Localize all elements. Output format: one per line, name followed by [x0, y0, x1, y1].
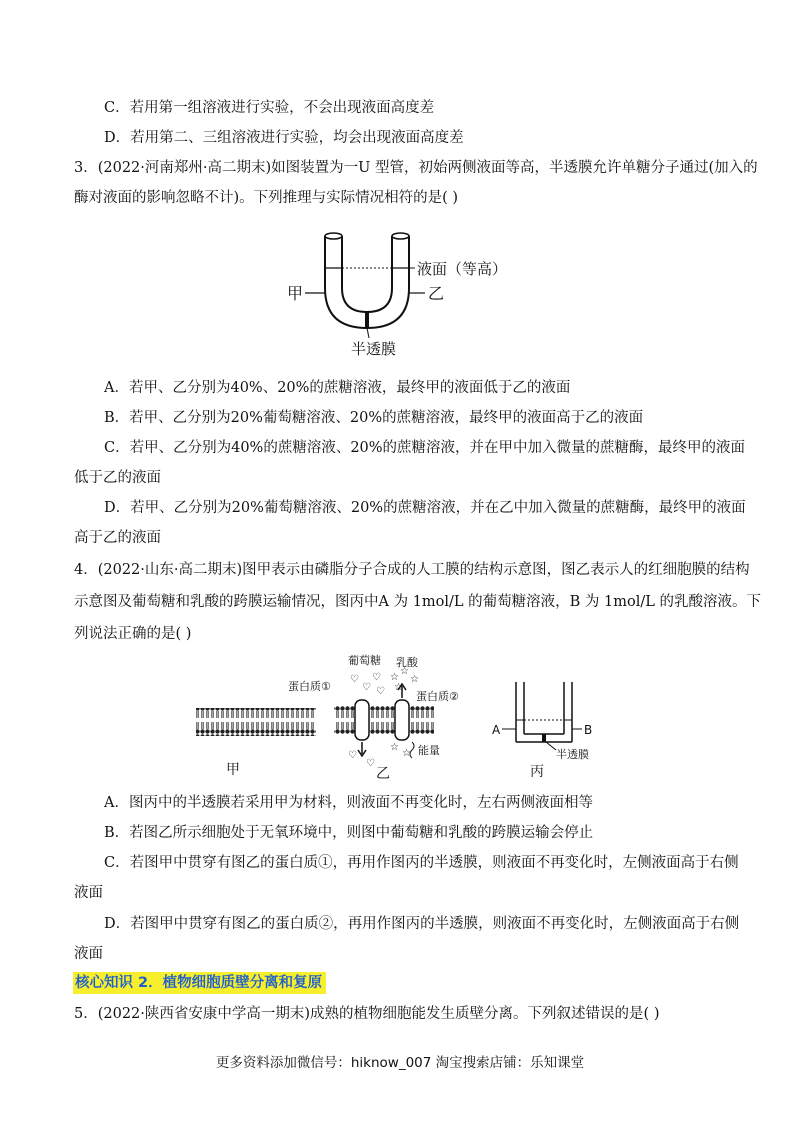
svg-text:☆: ☆: [390, 672, 399, 683]
svg-text:☆: ☆: [400, 666, 409, 677]
q4-option-c-cont: 液面: [74, 885, 103, 901]
q3-option-d: D．若甲、乙分别为20%葡萄糖溶液、20%的蔗糖溶液，并在乙中加入微量的蔗糖酶，最终甲的液面: [104, 500, 746, 516]
question-4-stem-cont: 示意图及葡萄糖和乳酸的跨膜运输情况，图丙中A 为 1mol/L 的葡萄糖溶液，B 为 1mol/L 的乳酸溶液。下: [74, 594, 761, 610]
fig2-label-protein1: 蛋白质①: [288, 680, 331, 693]
svg-text:♡: ♡: [376, 686, 385, 697]
page-footer: 更多资料添加微信号：hiknow_007 淘宝搜索店铺：乐知课堂: [215, 1055, 585, 1071]
svg-text:♡: ♡: [348, 750, 357, 761]
fig2-label-bing: 丙: [530, 764, 544, 780]
svg-text:♡: ♡: [372, 672, 381, 683]
u-tube-figure: [285, 228, 525, 358]
fig2-label-yi: 乙: [376, 766, 390, 780]
fig2-label-jia: 甲: [226, 762, 240, 778]
q4-option-b: B．若图乙所示细胞处于无氧环境中，则图中葡萄糖和乳酸的跨膜运输会停止: [104, 825, 594, 841]
q4-option-d: D．若图甲中贯穿有图乙的蛋白质②，再用作图丙的半透膜，则液面不再变化时，左侧液面高于右侧: [104, 916, 740, 932]
section-title: 核心知识 2．植物细胞质壁分离和复原: [73, 972, 326, 994]
question-4-stem: 4．(2022·山东·高二期末)图甲表示由磷脂分子合成的人工膜的结构示意图，图乙表示人的红细胞膜的结构: [74, 562, 750, 578]
q3-option-a: A．若甲、乙分别为40%、20%的蔗糖溶液，最终甲的液面低于乙的液面: [104, 380, 571, 396]
fig2-label-membrane: 半透膜: [556, 748, 589, 761]
svg-text:☆: ☆: [394, 682, 403, 693]
fig2-label-lactic: 乳酸: [396, 656, 418, 669]
q4-option-c: C．若图甲中贯穿有图乙的蛋白质①，再用作图丙的半透膜，则液面不再变化时，左侧液面高于右侧: [104, 855, 739, 871]
svg-text:☆: ☆: [390, 742, 399, 753]
fig2-label-b: B: [584, 723, 593, 737]
fig2-label-protein2: 蛋白质②: [416, 690, 459, 703]
protein-1-shape: [355, 700, 369, 740]
q3-option-c-cont: 低于乙的液面: [74, 470, 161, 486]
q3-option-b: B．若甲、乙分别为20%葡萄糖溶液、20%的蔗糖溶液，最终甲的液面高于乙的液面: [104, 410, 644, 426]
fig2-label-glucose: 葡萄糖: [348, 654, 381, 667]
q3-option-d-cont: 高于乙的液面: [74, 530, 161, 546]
fig1-label-jia: 甲: [287, 284, 304, 303]
option-c-prev: C．若用第一组溶液进行实验，不会出现液面高度差: [104, 100, 435, 116]
fig2-label-energy: 能量: [418, 744, 440, 757]
svg-text:☆: ☆: [402, 748, 411, 759]
svg-text:♡: ♡: [366, 758, 375, 769]
option-d-prev: D．若用第二、三组溶液进行实验，均会出现液面高度差: [104, 130, 464, 146]
artificial-bilayer: [196, 708, 316, 736]
q3-option-c: C．若甲、乙分别为40%的蔗糖溶液、20%的蔗糖溶液，并在甲中加入微量的蔗糖酶，最终甲的液面: [104, 440, 746, 456]
fig1-label-membrane: 半透膜: [351, 340, 397, 358]
question-3-stem: 3．(2022·河南郑州·高二期末)如图装置为一U 型管，初始两侧液面等高，半透膜允许单糖分子通过(加入的: [74, 160, 758, 176]
fig2-label-a: A: [492, 723, 501, 737]
q4-option-d-cont: 液面: [74, 946, 103, 962]
protein-2-shape: [395, 700, 409, 740]
svg-text:♡: ♡: [362, 682, 371, 693]
question-4-stem-cont2: 列说法正确的是( ): [74, 626, 192, 642]
svg-text:♡: ♡: [350, 674, 359, 685]
svg-text:☆: ☆: [410, 674, 419, 685]
q4-option-a: A．图丙中的半透膜若采用甲为材料，则液面不再变化时，左右两侧液面相等: [104, 795, 593, 811]
cell-membrane: [334, 706, 434, 734]
fig1-label-surface: 液面（等高）: [417, 260, 508, 278]
question-3-stem-cont: 酶对液面的影响忽略不计)。下列推理与实际情况相符的是( ): [74, 190, 459, 206]
question-5-stem: 5．(2022·陕西省安康中学高一期末)成熟的植物细胞能发生质壁分离。下列叙述错误的是( ): [74, 1006, 660, 1022]
membrane-figure: [190, 650, 620, 780]
fig1-label-yi: 乙: [428, 284, 445, 303]
